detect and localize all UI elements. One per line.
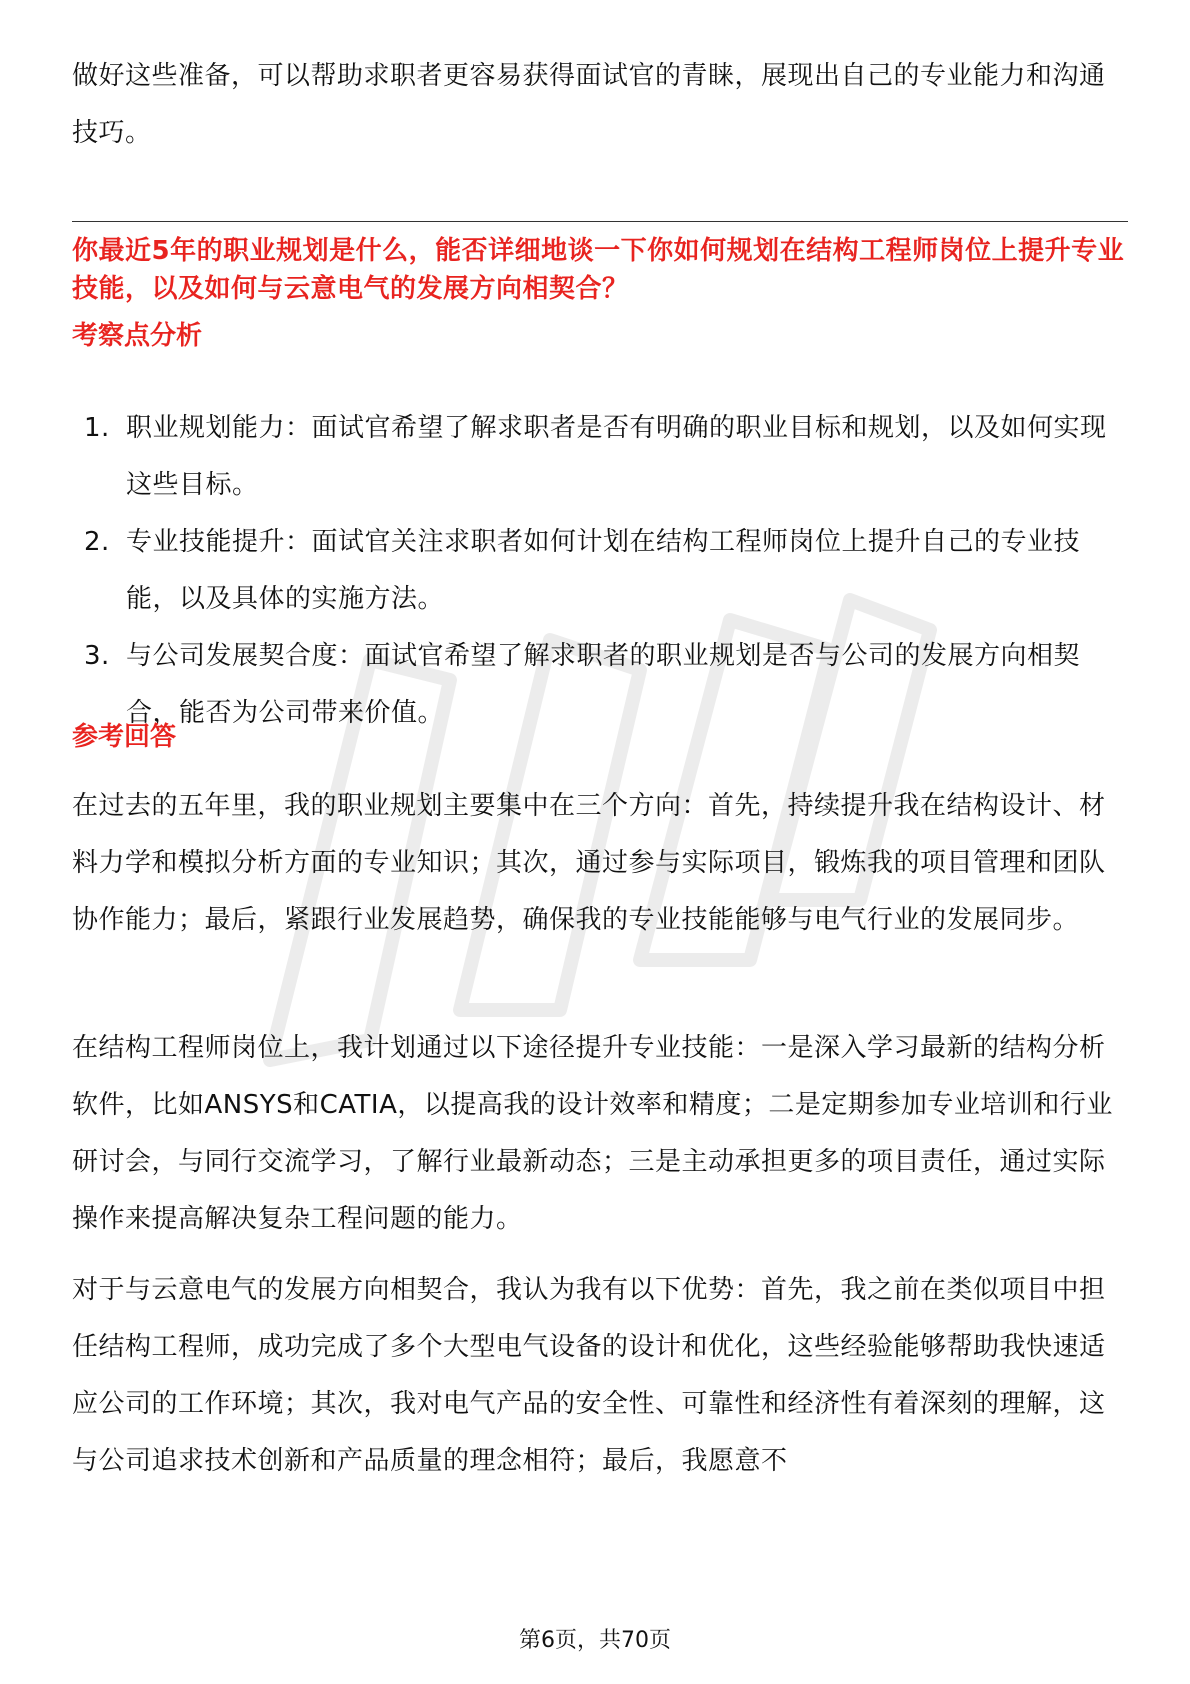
- list-item: [72, 400, 1128, 514]
- answer-paragraph-3: 对于与云意电气的发展方向相契合，我认为我有以下优势：首先，我之前在类似项目中担任结构工程师，成功完成了多个大型电气设备的设计和优化，这些经验能够帮助我快速适应公司的工作环境；其次，我对电气产品的安全性、可靠性和经济性有着深刻的理解，这与公司追求技术创新和产品质量的理念相符；最后，我愿意不: [72, 1275, 1106, 1476]
- interview-question: 你最近5年的职业规划是什么，能否详细地谈一下你如何规划在结构工程师岗位上提升专业技能，以及如何与云意电气的发展方向相契合？: [72, 236, 1125, 304]
- section-divider: [72, 221, 1128, 222]
- list-item-number: 1.: [84, 413, 110, 443]
- answer-heading: 参考回答: [72, 722, 177, 752]
- answer-paragraph-2: 在结构工程师岗位上，我计划通过以下途径提升专业技能：一是深入学习最新的结构分析软件，比如ANSYS和CATIA，以提高我的设计效率和精度；二是定期参加专业培训和行业研讨会，与同行交流学习，了解行业最新动态；三是主动承担更多的项目责任，通过实际操作来提高解决复杂工程问题的能力。: [72, 1033, 1113, 1234]
- page-number-footer: 第6页，共70页: [519, 1628, 671, 1653]
- list-item: [72, 628, 1128, 742]
- list-item: [72, 514, 1128, 628]
- intro-paragraph: 做好这些准备，可以帮助求职者更容易获得面试官的青睐，展现出自己的专业能力和沟通技巧。: [72, 61, 1106, 148]
- list-item-number: 2.: [84, 527, 110, 557]
- list-item-number: 3.: [84, 641, 110, 671]
- analysis-heading: 考察点分析: [72, 321, 203, 351]
- list-item-text: 与公司发展契合度：面试官希望了解求职者的职业规划是否与公司的发展方向相契合，能否为公司带来价值。: [126, 641, 1081, 728]
- list-item-text: 专业技能提升：面试官关注求职者如何计划在结构工程师岗位上提升自己的专业技能，以及具体的实施方法。: [126, 527, 1081, 614]
- list-item-text: 职业规划能力：面试官希望了解求职者是否有明确的职业目标和规划，以及如何实现这些目标。: [126, 413, 1107, 500]
- answer-paragraph-1: 在过去的五年里，我的职业规划主要集中在三个方向：首先，持续提升我在结构设计、材料力学和模拟分析方面的专业知识；其次，通过参与实际项目，锻炼我的项目管理和团队协作能力；最后，紧跟行业发展趋势，确保我的专业技能能够与电气行业的发展同步。: [72, 791, 1106, 935]
- analysis-list: [72, 400, 1128, 742]
